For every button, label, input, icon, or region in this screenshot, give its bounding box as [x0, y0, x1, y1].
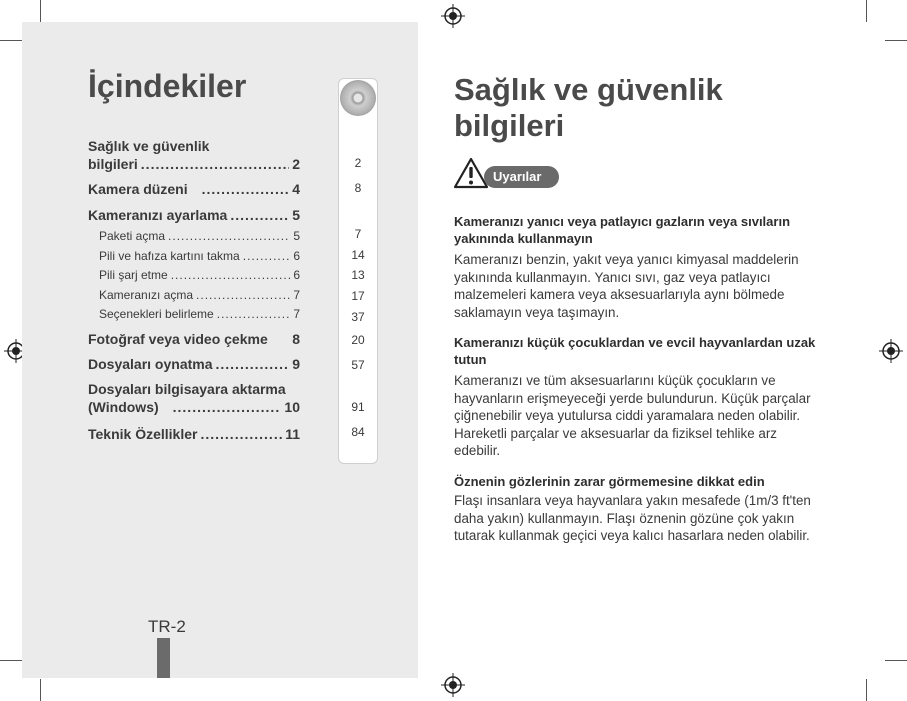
toc-entry-label: Dosyaları bilgisayara aktarma: [88, 381, 286, 397]
crop-mark: [885, 660, 907, 661]
dot-leader: [230, 206, 289, 224]
toc-entry[interactable]: [88, 137, 300, 173]
toc-entry-page: 11: [285, 426, 300, 442]
dot-leader: [168, 229, 290, 243]
page-number: TR-2: [148, 617, 186, 636]
article-title-line: bilgileri: [454, 108, 565, 143]
toc-entry-label: Teknik Özellikler: [88, 426, 198, 442]
strip-number: 84: [351, 425, 365, 439]
toc-title: İçindekiler: [88, 68, 247, 104]
disc-icon: [340, 80, 376, 116]
toc-entry-label: Kamera düzeni: [88, 181, 188, 197]
crop-mark: [40, 679, 41, 701]
toc-entry-page: 9: [292, 356, 300, 372]
registration-mark-icon: [879, 339, 903, 363]
toc-subentry-label: Paketi açma: [99, 229, 166, 243]
toc-subentry-page: 6: [293, 249, 300, 263]
toc-entry-page: 8: [292, 331, 300, 347]
toc-subentry[interactable]: [99, 288, 300, 302]
strip-number: 20: [351, 333, 365, 347]
toc-subentry-label: Kameranızı açma: [99, 288, 194, 302]
crop-mark: [866, 679, 867, 701]
toc-subentry-label: Pili şarj etme: [99, 268, 168, 282]
dot-leader: [216, 355, 290, 373]
dot-leader: [196, 288, 290, 302]
dot-leader: [141, 155, 289, 173]
toc-entry[interactable]: [88, 355, 300, 373]
registration-mark-icon: [441, 4, 465, 28]
dot-leader: [202, 180, 290, 198]
toc-entry-page: 4: [292, 181, 300, 197]
strip-number: 13: [351, 268, 365, 282]
toc-subentry[interactable]: [99, 229, 300, 243]
toc-entry[interactable]: [88, 180, 300, 198]
toc-subentry-label: Seçenekleri belirleme: [99, 307, 214, 321]
dot-leader: [173, 398, 282, 416]
toc-entry[interactable]: [88, 330, 300, 348]
toc-entry-label: Sağlık ve güvenlik: [88, 138, 210, 154]
section-heading: Öznenin gözlerinin zarar görmemesine dikkat edin: [454, 474, 765, 489]
strip-number: 91: [351, 400, 365, 414]
page-tab-marker: [157, 638, 170, 678]
strip-number: 8: [354, 181, 362, 195]
warning-badge: Uyarılar: [484, 166, 559, 188]
dot-leader: [217, 307, 291, 321]
toc-entry-page: 5: [292, 207, 300, 223]
article-title-line: Sağlık ve güvenlik: [454, 72, 723, 107]
toc-entry[interactable]: [88, 425, 300, 443]
toc-subentry[interactable]: [99, 249, 300, 263]
section-heading: Kameranızı küçük çocuklardan ve evcil hayvanlardan uzak tutun: [454, 335, 816, 367]
toc-entry-page: 2: [292, 156, 300, 172]
strip-number: 14: [351, 248, 365, 262]
crop-mark: [885, 40, 907, 41]
article-title: [454, 72, 723, 144]
dot-leader: [200, 425, 282, 443]
toc-subentry[interactable]: [99, 307, 300, 321]
toc-subentry-page: 7: [293, 288, 300, 302]
toc-entry[interactable]: [88, 206, 300, 224]
strip-number: 2: [354, 156, 362, 170]
toc-subentry-page: 7: [293, 307, 300, 321]
toc-subentry-page: 6: [293, 268, 300, 282]
toc-entry-label: Fotoğraf veya video çekme: [88, 331, 268, 347]
strip-number: 57: [351, 358, 365, 372]
dot-leader: [243, 249, 291, 263]
toc-subentry-page: 5: [293, 229, 300, 243]
section-heading: Kameranızı yanıcı veya patlayıcı gazların veya sıvıların yakınında kullanmayın: [454, 214, 791, 246]
dot-leader: [171, 268, 291, 282]
strip-number: 17: [351, 289, 365, 303]
crop-mark: [0, 660, 22, 661]
strip-number: 7: [354, 227, 362, 241]
toc-entry[interactable]: [88, 380, 300, 416]
toc-subentry-label: Pili ve hafıza kartını takma: [99, 249, 240, 263]
section-body: Kameranızı ve tüm aksesuarlarını küçük çocukların ve hayvanların erişmeyeceği yerde bulundurun. Küçük parçalar çiğnenebilir veya yutulursa ciddi yaramalara neden olabilir. Hareketli parçalar ve aksesuarlar da fiziksel tehlike arz edebilir.: [454, 373, 811, 458]
toc-subentry[interactable]: [99, 268, 300, 282]
registration-mark-icon: [441, 673, 465, 697]
crop-mark: [866, 0, 867, 22]
toc-entry-label: (Windows): [88, 399, 159, 415]
crop-mark: [0, 40, 22, 41]
toc-entry-label: Dosyaları oynatma: [88, 356, 213, 372]
toc-entry-label: bilgileri: [88, 156, 138, 172]
toc-entry-label: Kameranızı ayarlama: [88, 207, 228, 223]
section-body: Flaşı insanlara veya hayvanlara yakın mesafede (1m/3 ft'ten daha yakın) kullanmayın. Flaşı öznenin gözüne çok yakın tutarak kullanmak geçici veya kalıcı hasarlara neden olabilir.: [454, 493, 811, 543]
crop-mark: [40, 0, 41, 22]
section-body: Kameranızı benzin, yakıt veya yanıcı kimyasal maddelerin yakınında kullanmayın. Yanıcı sıvı, gaz veya patlayıcı malzemeleri kamera veya aksesuarlarıyla aynı bölmede saklamayın veya taşımayın.: [454, 252, 799, 320]
toc-entry-page: 10: [284, 399, 300, 415]
strip-number: 37: [351, 310, 365, 324]
